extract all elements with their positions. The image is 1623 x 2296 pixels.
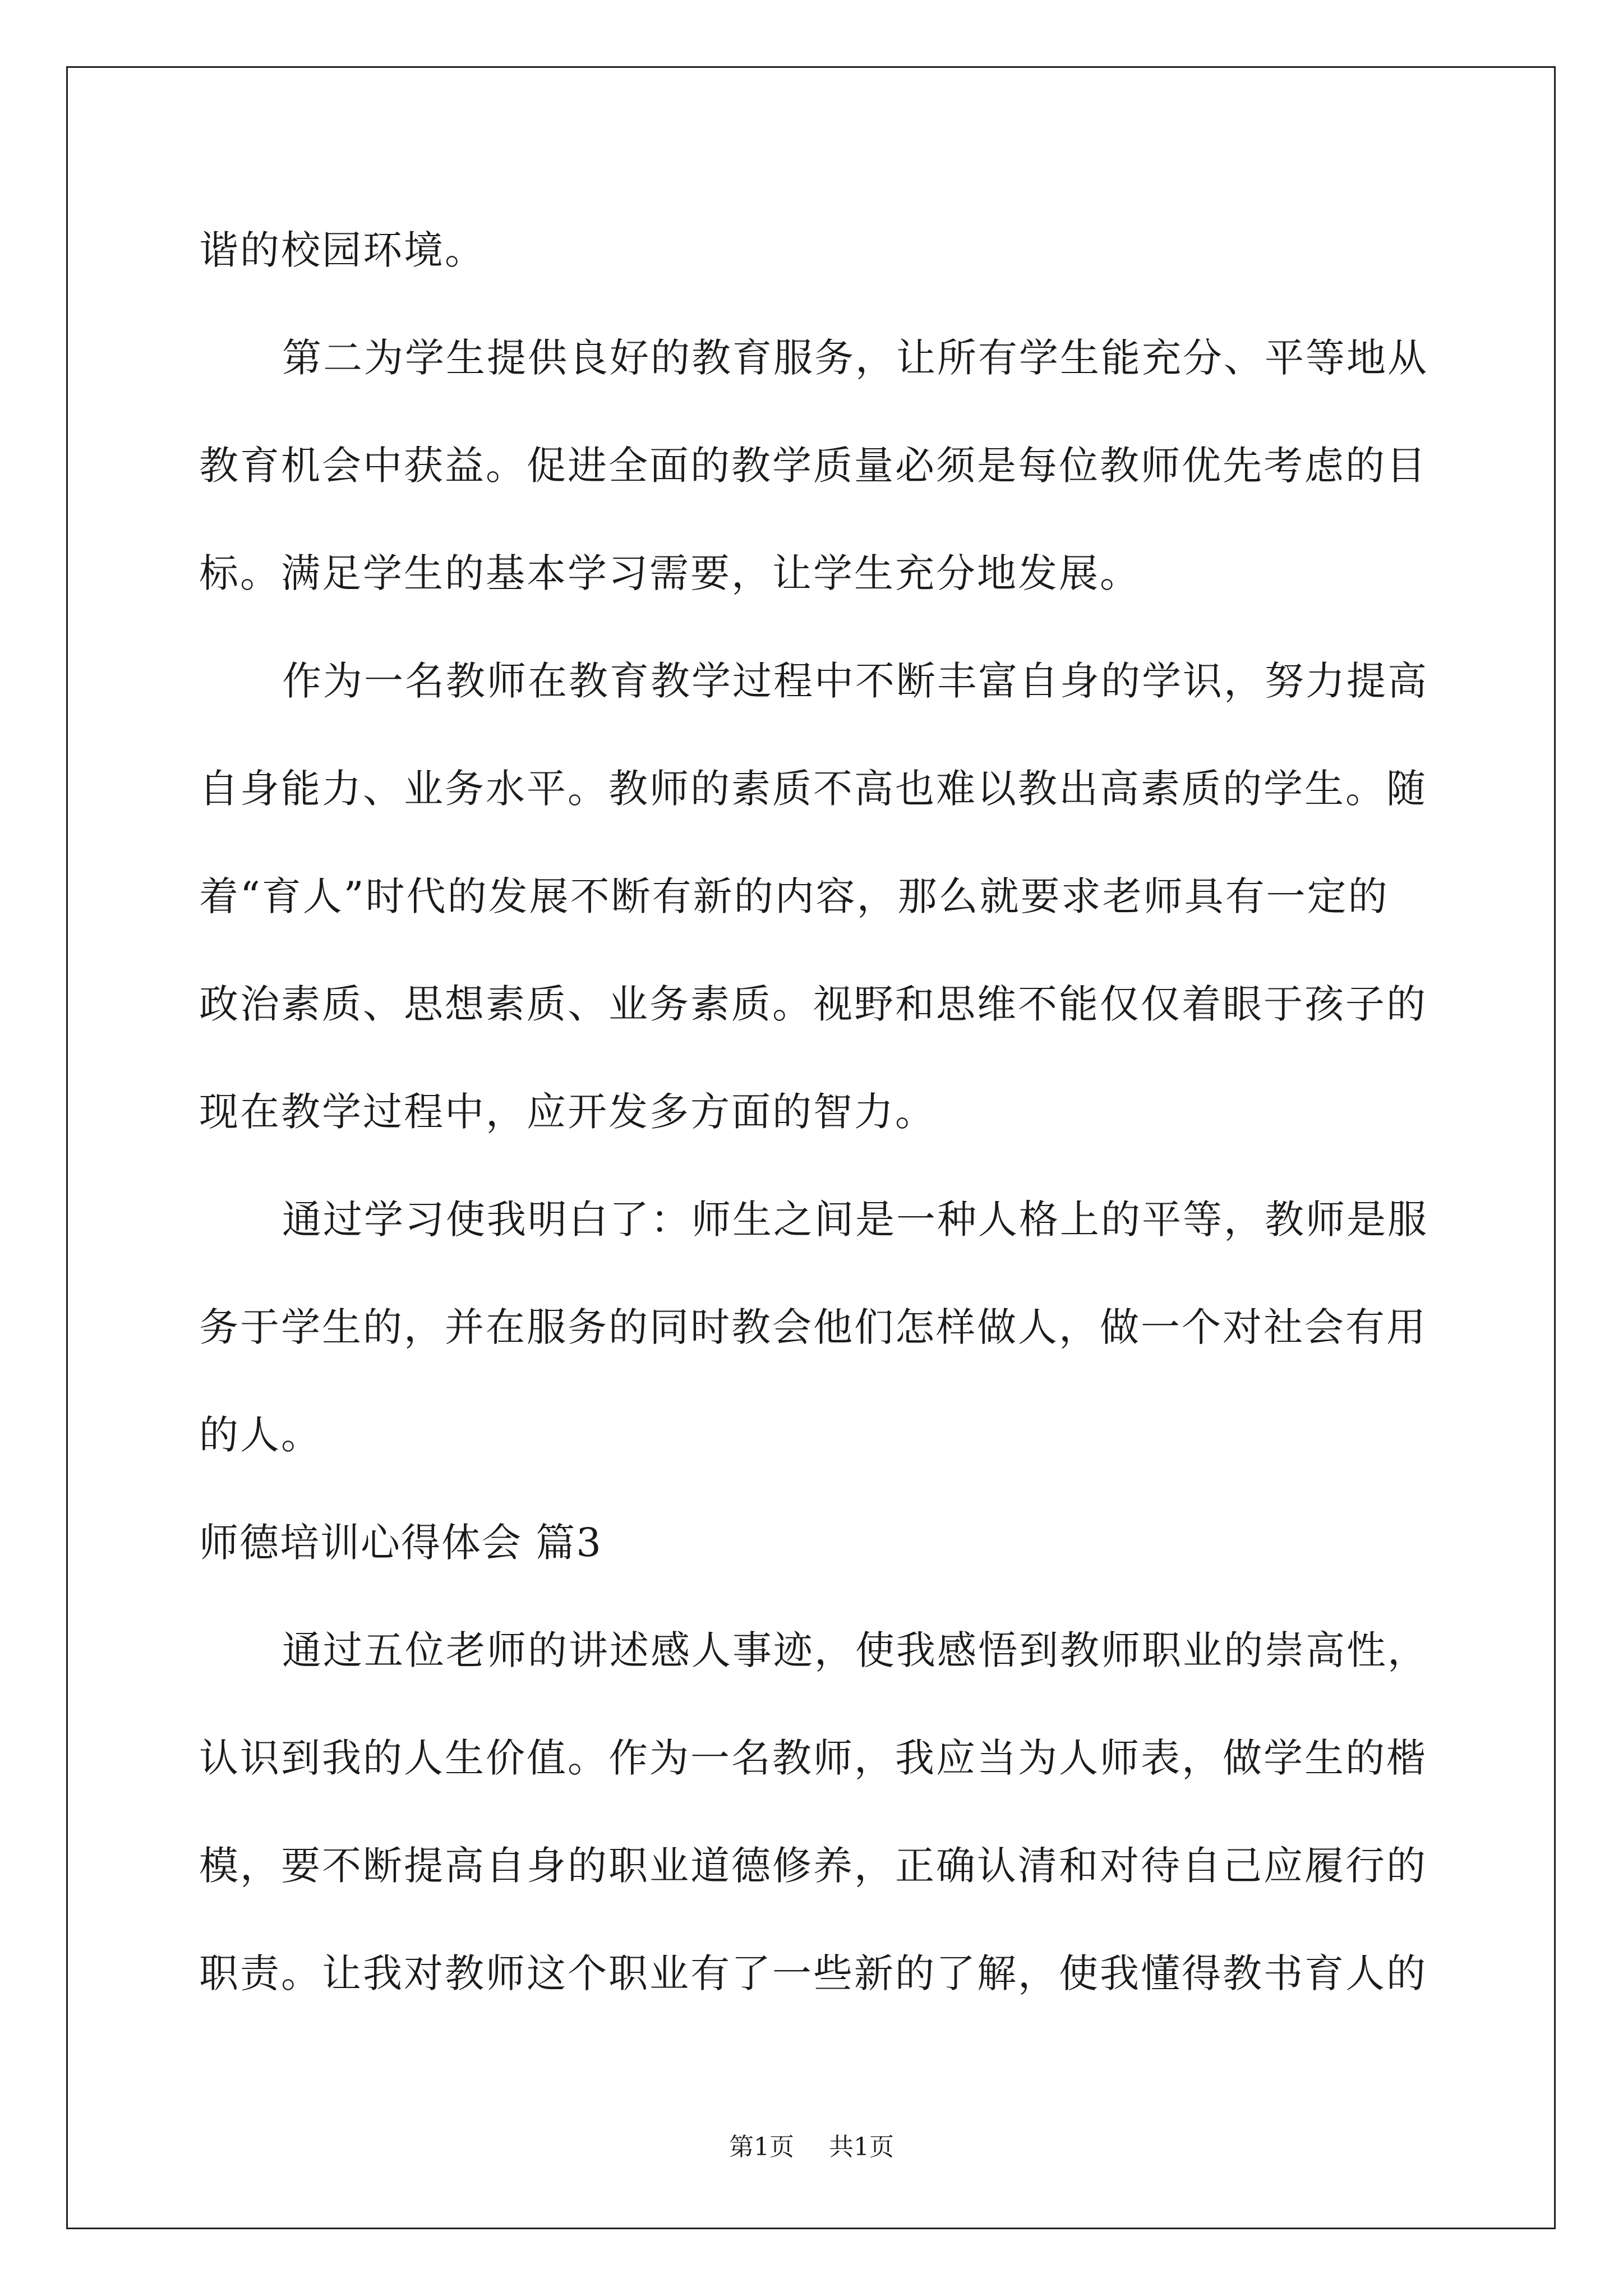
- paragraph-start-line: 通过五位老师的讲述感人事迹，使我感悟到教师职业的崇高性，: [282, 1627, 1428, 1673]
- page-number: 第1页: [729, 2133, 794, 2161]
- text-line: 谐的校园环境。: [199, 227, 486, 273]
- paragraph-start-line: 作为一名教师在教育教学过程中不断丰富自身的学识，努力提高: [282, 658, 1428, 704]
- text-line: 务于学生的，并在服务的同时教会他们怎样做人，做一个对社会有用: [199, 1304, 1427, 1350]
- paragraph-start-line: 通过学习使我明白了：师生之间是一种人格上的平等，教师是服: [282, 1197, 1428, 1243]
- text-line: 模，要不断提高自身的职业道德修养，正确认清和对待自己应履行的: [199, 1843, 1427, 1889]
- text-line: 教育机会中获益。促进全面的教学质量必须是每位教师优先考虑的目: [199, 443, 1427, 489]
- total-pages: 共1页: [829, 2133, 894, 2161]
- text-line: 职责。让我对教师这个职业有了一些新的了解，使我懂得教书育人的: [199, 1950, 1427, 1996]
- paragraph-start-line: 第二为学生提供良好的教育服务，让所有学生能充分、平等地从: [282, 335, 1428, 381]
- text-line: 认识到我的人生价值。作为一名教师，我应当为人师表，做学生的楷: [199, 1735, 1427, 1781]
- text-line: 着“育人”时代的发展不断有新的内容，那么就要求老师具有一定的: [199, 873, 1389, 919]
- section-heading: 师德培训心得体会 篇3: [199, 1520, 602, 1566]
- document-body: [199, 217, 1431, 2047]
- text-line: 政治素质、思想素质、业务素质。视野和思维不能仅仅着眼于孩子的: [199, 981, 1427, 1027]
- text-line: 的人。: [199, 1412, 322, 1458]
- text-line: 现在教学过程中，应开发多方面的智力。: [199, 1089, 936, 1135]
- text-line: 自身能力、业务水平。教师的素质不高也难以教出高素质的学生。随: [199, 766, 1427, 812]
- text-line: 标。满足学生的基本学习需要，让学生充分地发展。: [199, 550, 1141, 596]
- page-footer: [0, 2131, 1623, 2164]
